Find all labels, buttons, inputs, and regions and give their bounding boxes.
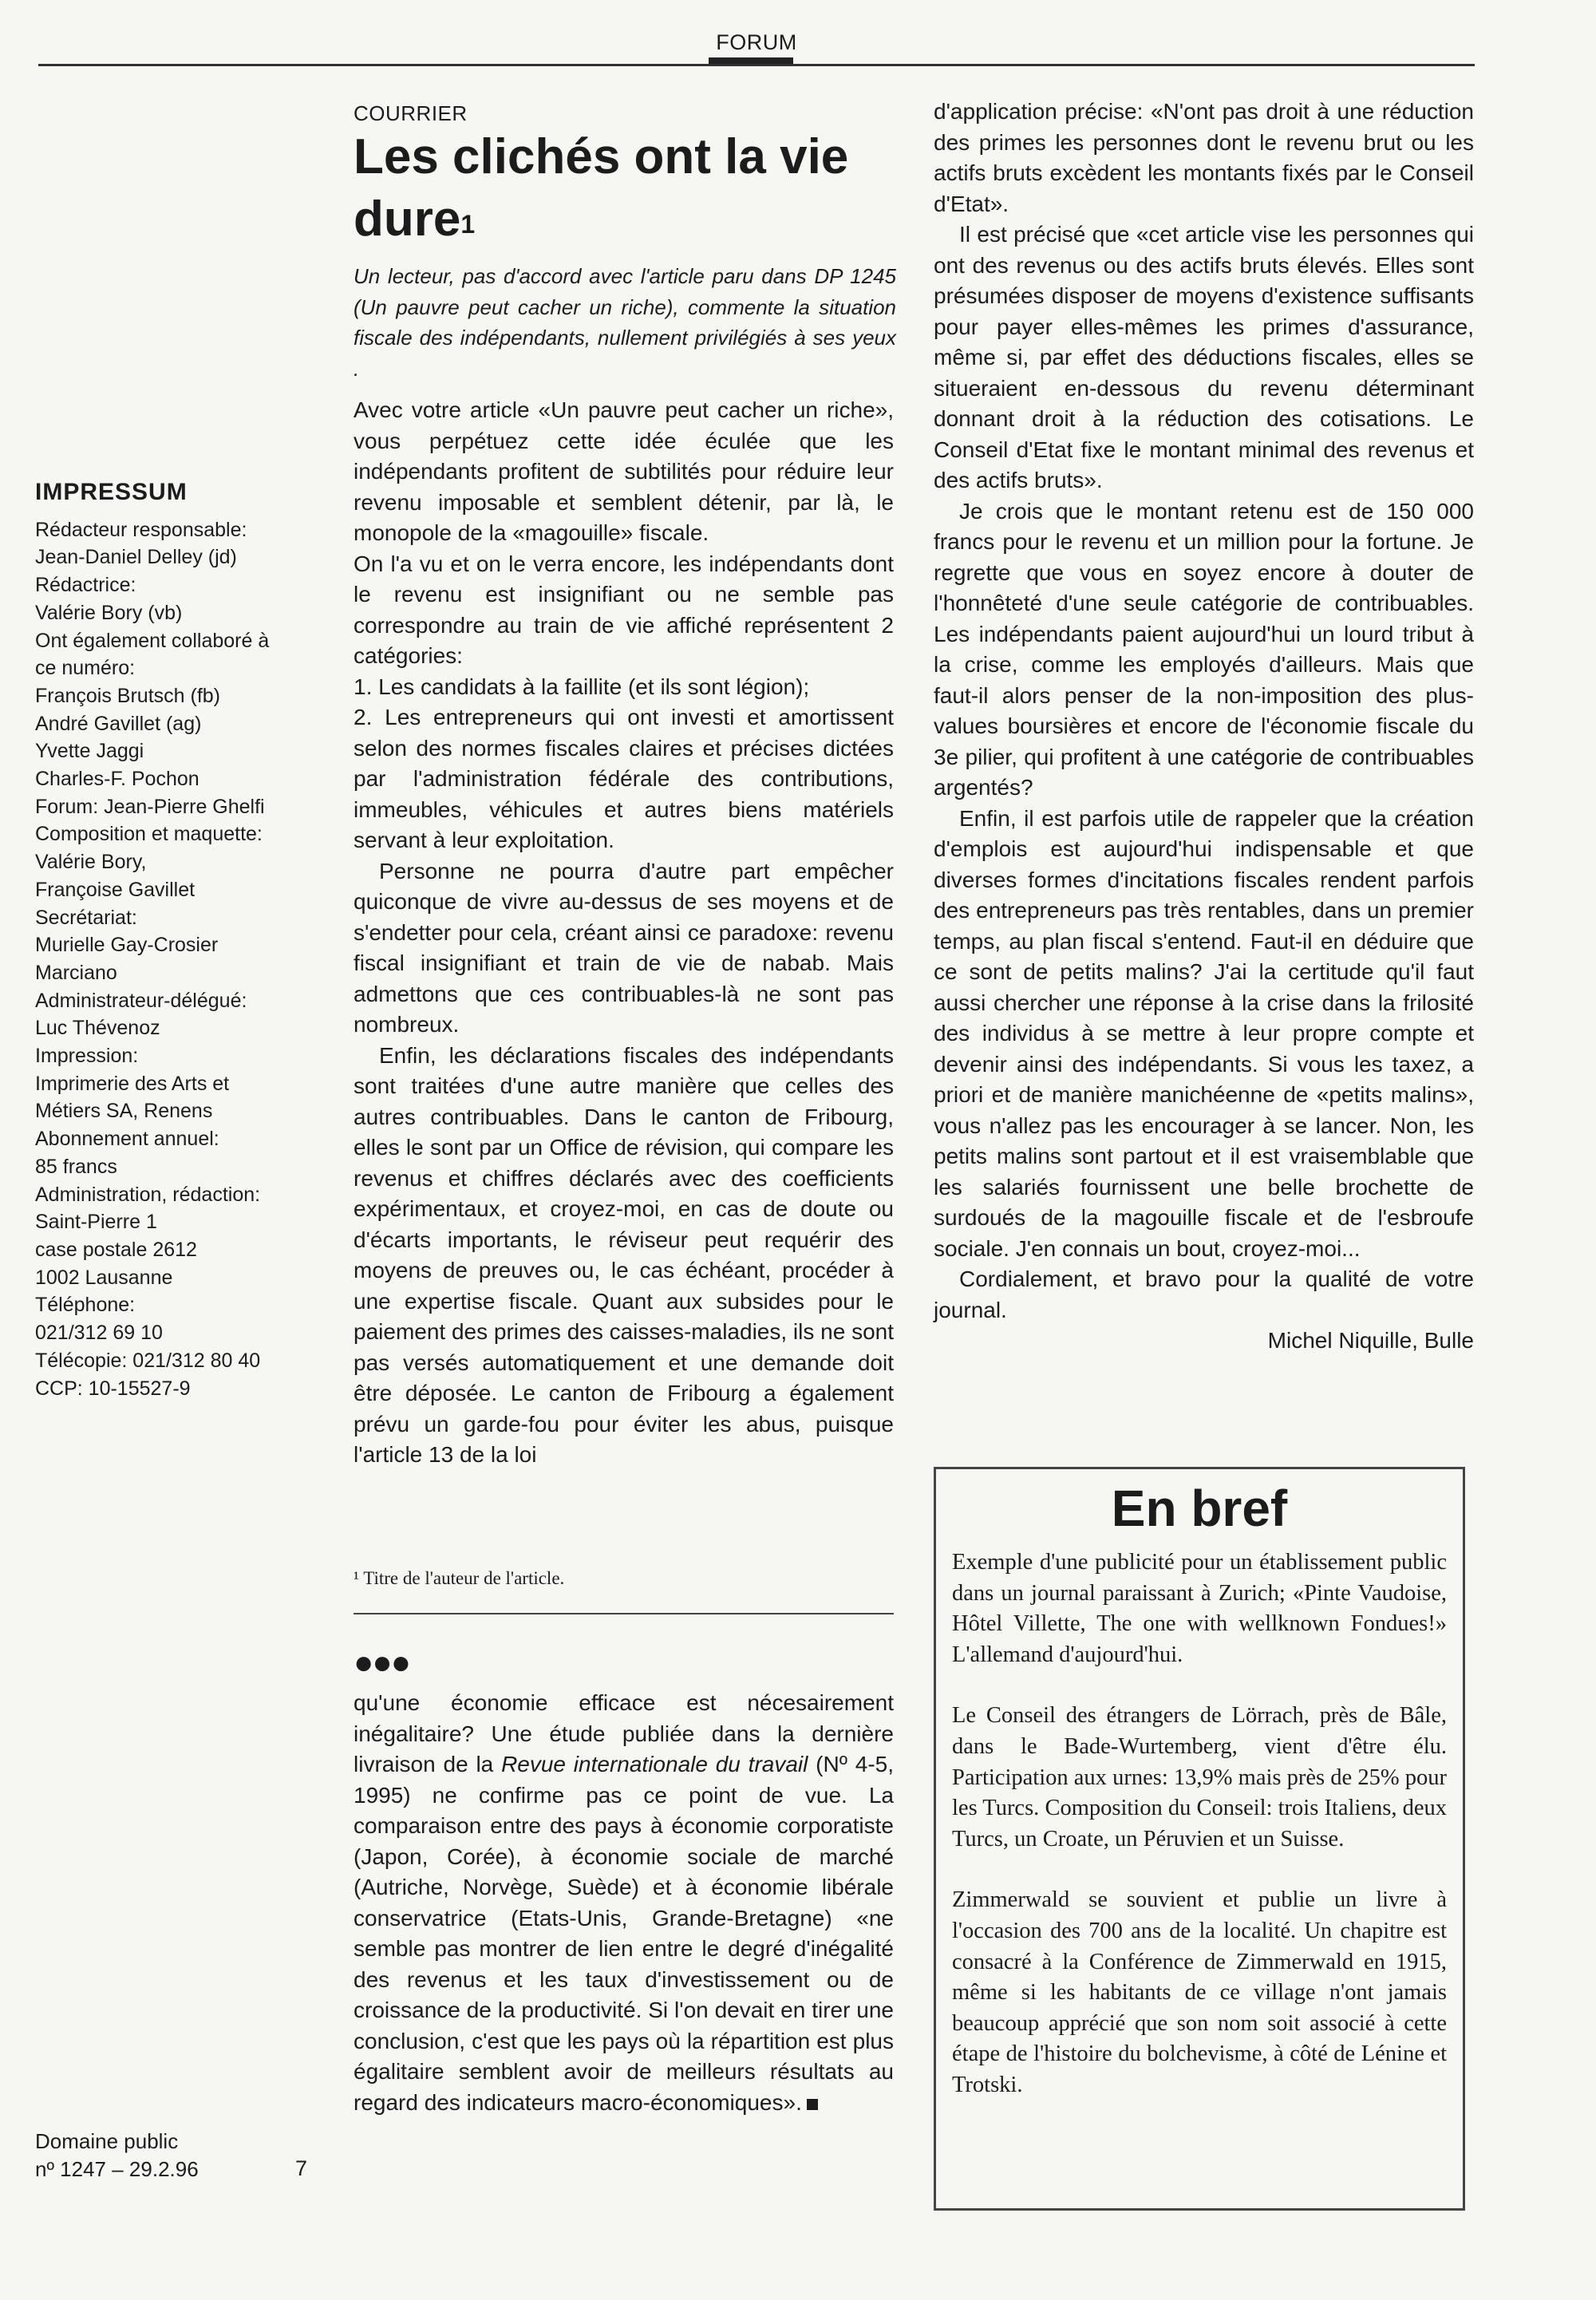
impressum-line: Administration, rédaction: [35, 1183, 261, 1206]
end-of-article-square [807, 2099, 818, 2110]
article-title-text: Les clichés ont la vie dure [354, 129, 849, 247]
impressum-line: Impression: [35, 1045, 139, 1068]
article-signature: Michel Niquille, Bulle [1267, 1328, 1474, 1353]
impressum-line: CCP: 10-15527-9 [35, 1377, 191, 1400]
page-number: 7 [295, 2156, 308, 2180]
impressum-line: Marciano [35, 961, 117, 984]
article-column-right [934, 97, 1474, 1357]
impressum-title: IMPRESSUM [35, 479, 188, 505]
impressum-line: André Gavillet (ag) [35, 712, 202, 735]
article-kicker: COURRIER [354, 101, 468, 125]
publication-footer [35, 2128, 306, 2183]
article-list-item: 1. Les candidats à la faillite (et ils sont légion); [354, 674, 810, 699]
en-bref-item: Zimmerwald se souvient et publie un livre à l'occasion des 700 ans de la localité. Un chapitre est consacré à la Conférence de Zimmerwald en 1915, même si les habitants de ce village n'ont jamais beaucoup apprécié que son nom soit associé à cette étape de l'histoire du bolchevisme, à côté de Lénine et Trotski. [952, 1887, 1447, 2097]
impressum-line: Composition et maquette: [35, 823, 263, 846]
title-footnote-mark: 1 [460, 210, 476, 239]
impressum-line: Rédacteur responsable: [35, 518, 247, 541]
article-title [354, 126, 904, 251]
article-paragraph: Avec votre article «Un pauvre peut cacher un riche», vous perpétuez cette idée éculée que les indépendants profitent de subtilités pour réduire leur revenu imposable et semblent détenir, par là, le monopole de la «magouille» fiscale. [354, 397, 894, 545]
article-paragraph: Enfin, les déclarations fiscales des indépendants sont traitées d'une autre manière que celles des autres contribuables. Dans le canton de Fribourg, elles le sont par un Office de révision, qui compare les revenus et chiffres déclarés avec des coefficients expérimentaux, et croyez-moi, en cas de doute ou d'écarts importants, le réviseur peut requérir des moyens de preuves ou, le cas échéant, procéder à une expertise fiscale. Quant aux subsides pour le paiement des primes des caisses-maladies, ils ne sont pas versés automatiquement et une demande doit être déposée. Le canton de Fribourg a également prévu un garde-fou pour éviter les abus, puisque l'article 13 de la loi [354, 1042, 894, 1467]
impressum-line: Charles-F. Pochon [35, 768, 200, 791]
impressum-line: Imprimerie des Arts et [35, 1072, 230, 1095]
impressum-line: 1002 Lausanne [35, 1266, 173, 1289]
en-bref-box [934, 1467, 1465, 2211]
section-rubric: FORUM [716, 30, 797, 54]
impressum-line: François Brutsch (fb) [35, 684, 221, 707]
impressum-line: Murielle Gay-Crosier [35, 934, 219, 957]
article-paragraph: Personne ne pourra d'autre part empêcher quiconque de vivre au-dessus de ses moyens et de s'endetter pour cela, créant ainsi ce paradoxe: revenu fiscal insignifiant et train de vie de nabab. Mais admettons que ces contribuables-là ne sont pas nombreux. [354, 858, 894, 1037]
en-bref-item: Exemple d'une publicité pour un établissement public dans un journal paraissant à Zurich; «Pinte Vaudoise, Hôtel Villette, The one with wellknown Fondues!» L'allemand d'aujourd'hui. [952, 1550, 1447, 1667]
article-paragraph: Enfin, il est parfois utile de rappeler que la création d'emplois est aujourd'hui indispensable et que diverses formes d'incitations fiscales rendent parfois des entrepreneurs pas très rentables, dans un premier temps, au plan fiscal s'entend. Faut-il en déduire que ce sont de petits malins? J'ai la certitude qu'il faut aussi chercher une réponse à la crise dans la frilosité des individus à se mettre à leur propre compte et devenir ainsi des indépendants. Si vous les taxez, a priori et de manière manichéenne de «petits malins», vous n'allez pas les encourager à se lancer. Non, les petits malins sont partout et il est vraisemblable que les salariés fournissent une belle brochette de surdoués de la magouille fiscale et de l'esbroufe sociale. J'en connais un bout, croyez-moi... [934, 805, 1474, 1261]
impressum-line: Secrétariat: [35, 906, 137, 929]
article-paragraph: d'application précise: «N'ont pas droit à une réduction des primes les personnes dont le revenu brut ou les actifs bruts excèdent les montants fixés par le Conseil d'Etat». [934, 99, 1474, 216]
article-lede: Un lecteur, pas d'accord avec l'article paru dans DP 1245 (Un pauvre peut cacher un riche), commente la situation fiscale des indépendants, nullement privilégiés à ses yeux . [354, 264, 896, 381]
article-paragraph: On l'a vu et on le verra encore, les indépendants dont le revenu est insignifiant ou ne semble pas correspondre au train de vie affiché représentent 2 catégories: [354, 551, 894, 668]
impressum-line: Saint-Pierre 1 [35, 1211, 157, 1234]
impressum-line: Jean-Daniel Delley (jd) [35, 546, 237, 569]
en-bref-item: Le Conseil des étrangers de Lörrach, près de Bâle, dans le Bade-Wurtemberg, vient d'être élu. Participation aux urnes: 13,9% mais près de 25% pour les Turcs. Composition du Conseil: trois Italiens, deux Turcs, un Croate, un Péruvien et un Suisse. [952, 1703, 1447, 1851]
article-paragraph: Il est précisé que «cet article vise les personnes qui ont des revenus ou des actifs bruts élevés. Elles sont présumées disposer de moyens d'existence suffisants pour payer elles-mêmes les primes d'assurance, même si, par effet des déductions fiscales, elles se situeraient en-dessous du revenu déterminant donnant droit à la réduction des cotisations. Le Conseil d'Etat fixe le montant minimal des revenus et des actifs bruts». [934, 222, 1474, 492]
article-paragraph: Je crois que le montant retenu est de 150 000 francs pour le revenu et un million pour la fortune. Je regrette que vous en soyez encore à douter de l'honnêteté d'une seule catégorie de contribuables. Les indépendants paient aujourd'hui un lourd tribut à la crise, comme les employés d'ailleurs. Mais que faut-il alors penser de la non-imposition des plus-values boursières et encore de l'économie fiscale du 3e pilier, qui profitent à une catégorie de contribuables argentés? [934, 498, 1474, 800]
article-list-item: 2. Les entrepreneurs qui ont investi et amortissent selon des normes fiscales claires et précises dictées par l'administration fédérale des contributions, immeubles, véhicules et autres biens matériels servant à leur exploitation. [354, 705, 894, 852]
impressum-line: Ont également collaboré à [35, 629, 270, 652]
impressum-line: Administrateur-délégué: [35, 989, 247, 1012]
impressum [35, 479, 322, 1402]
impressum-line: Yvette Jaggi [35, 740, 144, 763]
continuation-text [354, 1688, 894, 2118]
impressum-line: case postale 2612 [35, 1238, 197, 1261]
publication-name: Domaine public [35, 2129, 179, 2153]
impressum-line: Métiers SA, Renens [35, 1100, 213, 1123]
en-bref-title: En bref [1111, 1480, 1288, 1537]
impressum-line: Valérie Bory (vb) [35, 601, 183, 624]
impressum-line: Valérie Bory, [35, 851, 147, 874]
issue-info: nº 1247 – 29.2.96 [35, 2157, 199, 2181]
impressum-line: Françoise Gavillet [35, 878, 196, 901]
footnote: ¹ Titre de l'auteur de l'article. [354, 1568, 565, 1588]
impressum-line: 85 francs [35, 1155, 117, 1178]
journal-title: Revue internationale du travail [501, 1752, 808, 1776]
continuation-text-part: qu'une économie efficace est nécesairement inégalitaire? Une étude publiée dans la dernière livraison de la [354, 1690, 894, 1776]
impressum-line: Abonnement annuel: [35, 1128, 219, 1151]
impressum-line: Rédactrice: [35, 574, 136, 597]
separator-dots: ●●● [354, 1643, 410, 1681]
impressum-line: ce numéro: [35, 657, 136, 680]
article-column-middle [354, 395, 894, 1471]
footnote-rule [354, 1613, 894, 1614]
impressum-line: Télécopie: 021/312 80 40 [35, 1349, 261, 1372]
continuation-text-part: (Nº 4-5, 1995) ne confirme pas ce point de vue. La comparaison entre des pays à économie corporatiste (Japon, Corée), à économie sociale de marché (Autriche, Norvège, Suède) et à économie libérale conservatrice (Etats-Unis, Grande-Bretagne) «ne semble pas montrer de lien entre le degré d'inégalité des revenus et les taux d'investissement ou de croissance de la productivité. Si l'on devait en tirer une conclusion, c'est que les pays où la répartition est plus égalitaire semblent avoir de meilleurs résultats au regard des indicateurs macro-économiques». [354, 1752, 895, 2115]
impressum-line: 021/312 69 10 [35, 1322, 163, 1345]
impressum-line: Forum: Jean-Pierre Ghelfi [35, 795, 265, 818]
impressum-line: Luc Thévenoz [35, 1017, 160, 1040]
article-closing: Cordialement, et bravo pour la qualité de votre journal. [934, 1267, 1474, 1322]
impressum-line: Téléphone: [35, 1294, 136, 1317]
header-rule [38, 64, 1475, 66]
